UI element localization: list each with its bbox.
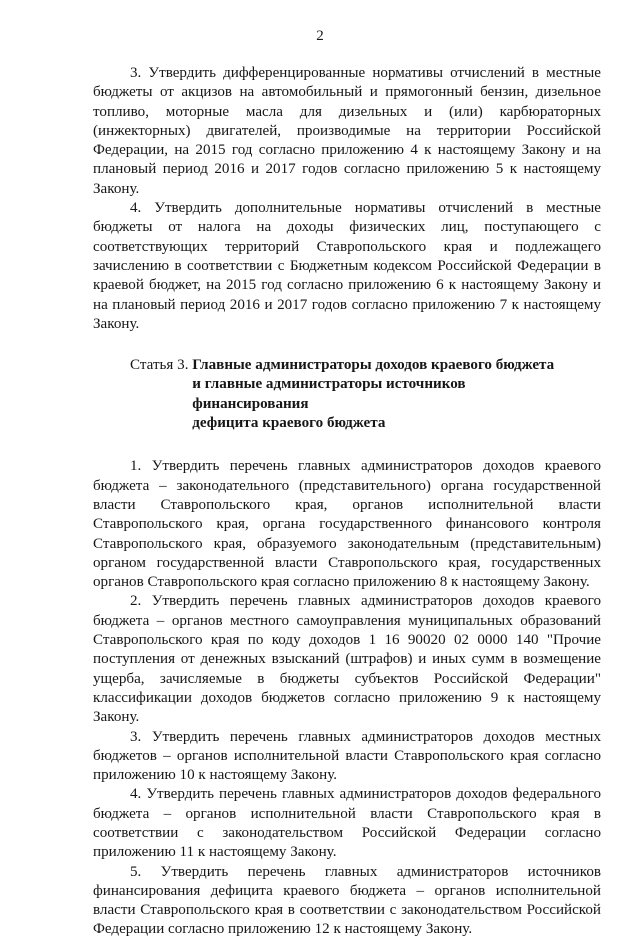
article-title-line: и главные администраторы источников финансирования	[192, 376, 466, 412]
article-heading	[93, 356, 601, 433]
paragraph-5-deficit-financing-admins: 5. Утвердить перечень главных администраторов источников финансирования дефицита краевого бюджета – органов исполнительной власти Ставропольского края в соответствии с законодательством Российской Федерации согласно приложению 12 к настоящему Закону.	[93, 863, 601, 938]
paragraph-1-regional-revenue-admins: 1. Утвердить перечень главных администраторов доходов краевого бюджета – законодательного (представительного) органа государственной власти Ставропольского края, органов исполнительной власти Ставропольского края, органа государственного финансового контроля Ставропольского края, образуемого законодательным (представительным) органом государственной власти Ставропольского края, государственных органов Ставропольского края согласно приложению 8 к настоящему Закону.	[93, 458, 601, 591]
paragraph-3-local-budget-admins: 3. Утвердить перечень главных администраторов доходов местных бюджетов – органов исполнительной власти Ставропольского края согласно приложению 10 к настоящему Закону.	[93, 728, 601, 784]
paragraph-2-municipal-revenue-admins: 2. Утвердить перечень главных администраторов доходов краевого бюджета – органов местного самоуправления муниципальных образований Ставропольского края по коду доходов 1 16 90020 02 0000 140 "Прочие поступления от денежных взысканий (штрафов) и иных сумм в возмещение ущерба, зачисляемые в бюджеты субъектов Российской Федерации" классификации доходов бюджетов согласно приложению 9 к настоящему Закону.	[93, 593, 601, 726]
article-label: Статья 3.	[130, 357, 193, 374]
document-body	[93, 64, 601, 940]
paragraph-4-income-tax-norms: 4. Утвердить дополнительные нормативы отчислений в местные бюджеты от налога на доходы физических лиц, поступающего с соответствующих территорий Ставропольского края и подлежащего зачислению в соответствии с Бюджетным кодексом Российской Федерации в краевой бюджет, на 2015 год согласно приложению 6 к настоящему Закону и на плановый период 2016 и 2017 годов согласно приложению 7 к настоящему Закону.	[93, 200, 601, 332]
paragraph-3-excise-norms: 3. Утвердить дифференцированные нормативы отчислений в местные бюджеты от акцизов на автомобильный и прямогонный бензин, дизельное топливо, моторные масла для дизельных и (или) карбюраторных (инжекторных) двигателей, производимые на территории Российской Федерации, на 2015 год согласно приложению 4 к настоящему Закону и на плановый период 2016 и 2017 годов согласно приложению 5 к настоящему Закону.	[93, 65, 601, 197]
paragraph-4-federal-budget-admins: 4. Утвердить перечень главных администраторов доходов федерального бюджета – органов исполнительной власти Ставропольского края в соответствии с законодательством Российской Федерации согласно приложению 11 к настоящему Закону.	[93, 786, 601, 861]
article-title-line: дефицита краевого бюджета	[192, 415, 386, 432]
article-title	[192, 356, 582, 433]
page-number: 2	[316, 28, 324, 44]
article-title-line: Главные администраторы доходов краевого бюджета	[192, 357, 555, 374]
